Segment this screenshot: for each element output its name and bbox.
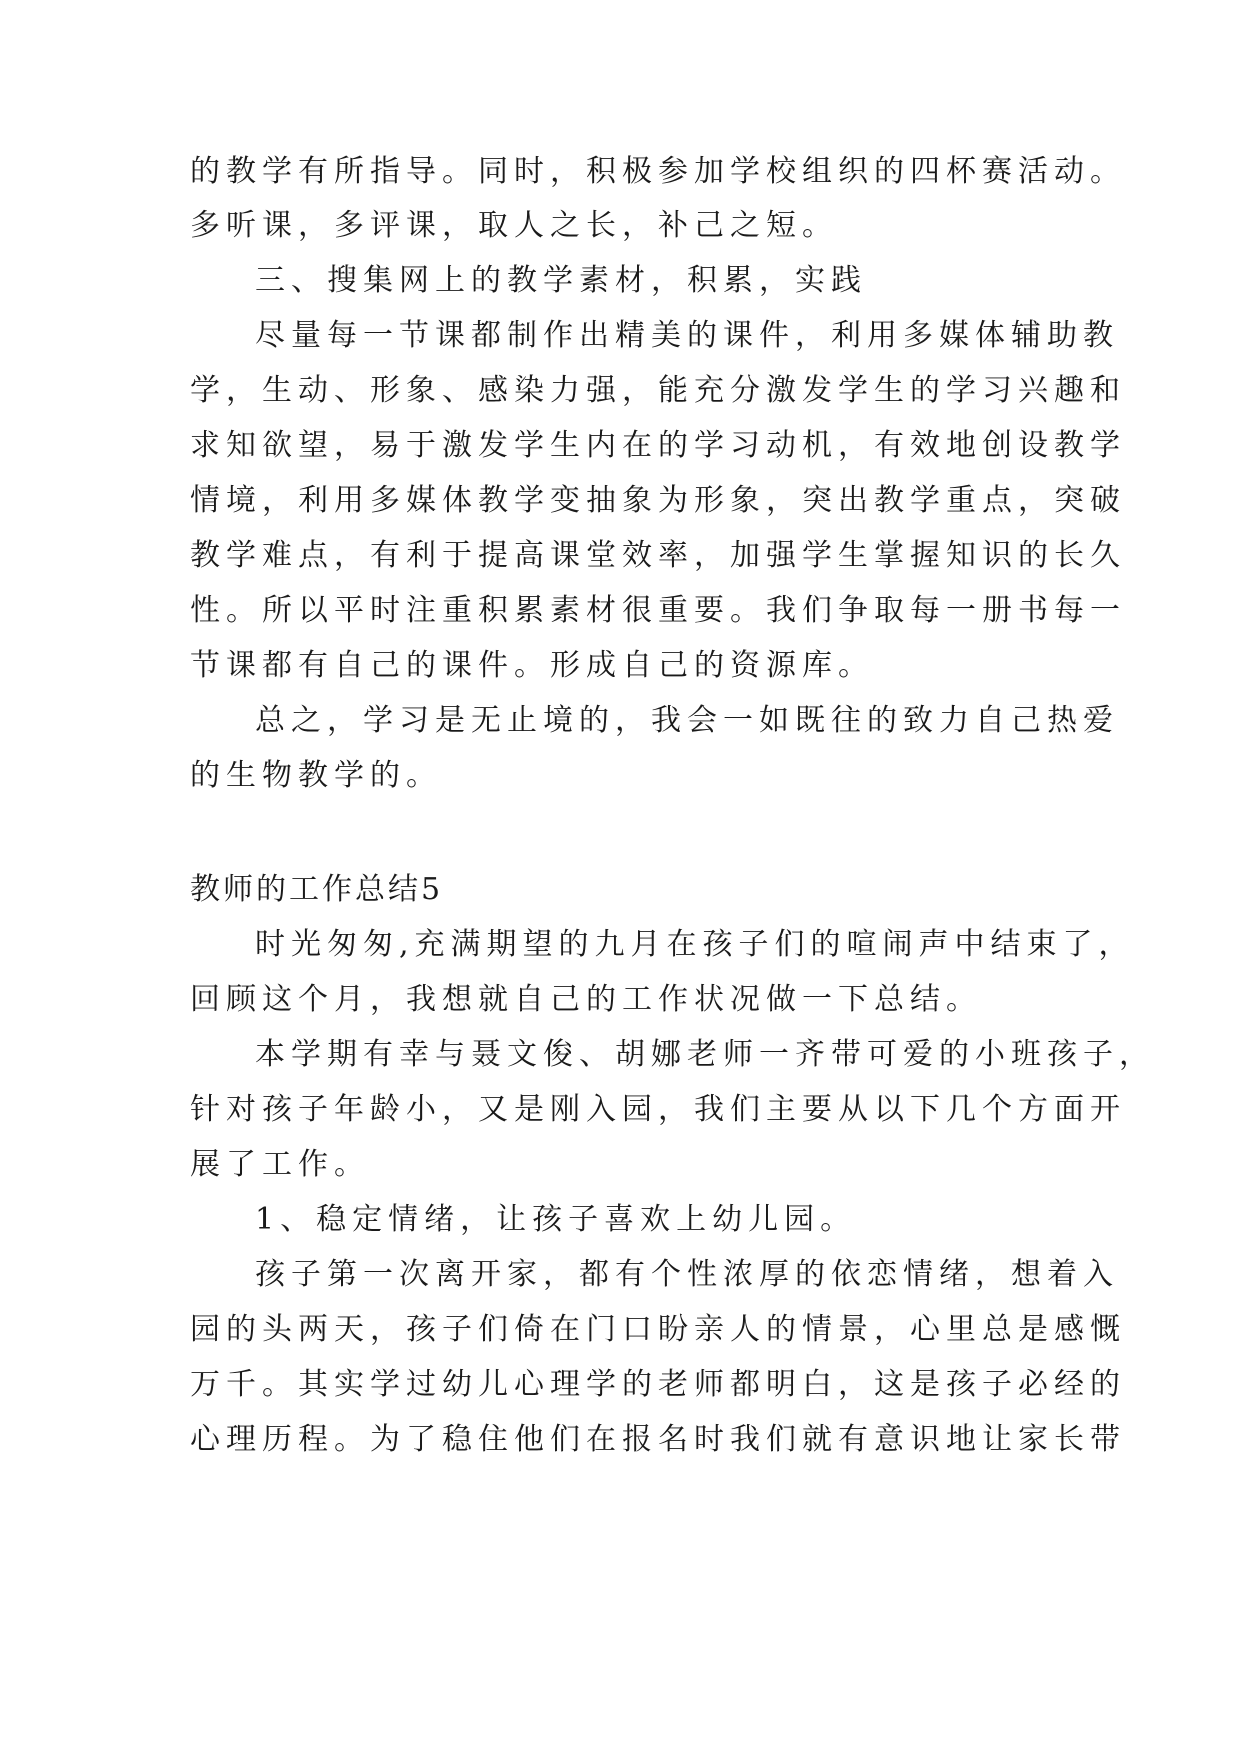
paragraph-line: 万千。其实学过幼儿心理学的老师都明白，这是孩子必经的 xyxy=(190,1367,1126,1402)
paragraph-line: 尽量每一节课都制作出精美的课件，利用多媒体辅助教 xyxy=(255,318,1119,353)
paragraph-line: 本学期有幸与聂文俊、胡娜老师一齐带可爱的小班孩子， xyxy=(255,1037,1155,1072)
paragraph-line: 多听课，多评课，取人之长，补己之短。 xyxy=(190,208,838,243)
paragraph-line: 回顾这个月，我想就自己的工作状况做一下总结。 xyxy=(190,982,982,1017)
paragraph-line: 的教学有所指导。同时，积极参加学校组织的四杯赛活动。 xyxy=(190,154,1126,189)
paragraph-line: 性。所以平时注重积累素材很重要。我们争取每一册书每一 xyxy=(190,593,1126,628)
paragraph-line: 展了工作。 xyxy=(190,1147,370,1182)
subheading-line: 三、搜集网上的教学素材，积累，实践 xyxy=(255,263,867,298)
paragraph-line: 教学难点，有利于提高课堂效率，加强学生掌握知识的长久 xyxy=(190,538,1126,573)
section-title: 教师的工作总结5 xyxy=(190,872,444,907)
paragraph-line: 情境，利用多媒体教学变抽象为形象，突出教学重点，突破 xyxy=(190,483,1126,518)
paragraph-line: 学，生动、形象、感染力强，能充分激发学生的学习兴趣和 xyxy=(190,373,1126,408)
paragraph-line: 节课都有自己的课件。形成自己的资源库。 xyxy=(190,648,874,683)
paragraph-line: 时光匆匆,充满期望的九月在孩子们的喧闹声中结束了， xyxy=(255,927,1135,962)
paragraph-line: 求知欲望，易于激发学生内在的学习动机，有效地创设教学 xyxy=(190,428,1126,463)
paragraph-line: 的生物教学的。 xyxy=(190,758,442,793)
paragraph-line: 总之，学习是无止境的，我会一如既往的致力自己热爱 xyxy=(255,703,1119,738)
paragraph-line: 心理历程。为了稳住他们在报名时我们就有意识地让家长带 xyxy=(190,1422,1126,1457)
paragraph-line: 孩子第一次离开家，都有个性浓厚的依恋情绪，想着入 xyxy=(255,1257,1119,1292)
subheading-line: 1、稳定情绪，让孩子喜欢上幼儿园。 xyxy=(255,1202,857,1237)
paragraph-line: 针对孩子年龄小，又是刚入园，我们主要从以下几个方面开 xyxy=(190,1092,1126,1127)
paragraph-line: 园的头两天，孩子们倚在门口盼亲人的情景，心里总是感慨 xyxy=(190,1312,1126,1347)
